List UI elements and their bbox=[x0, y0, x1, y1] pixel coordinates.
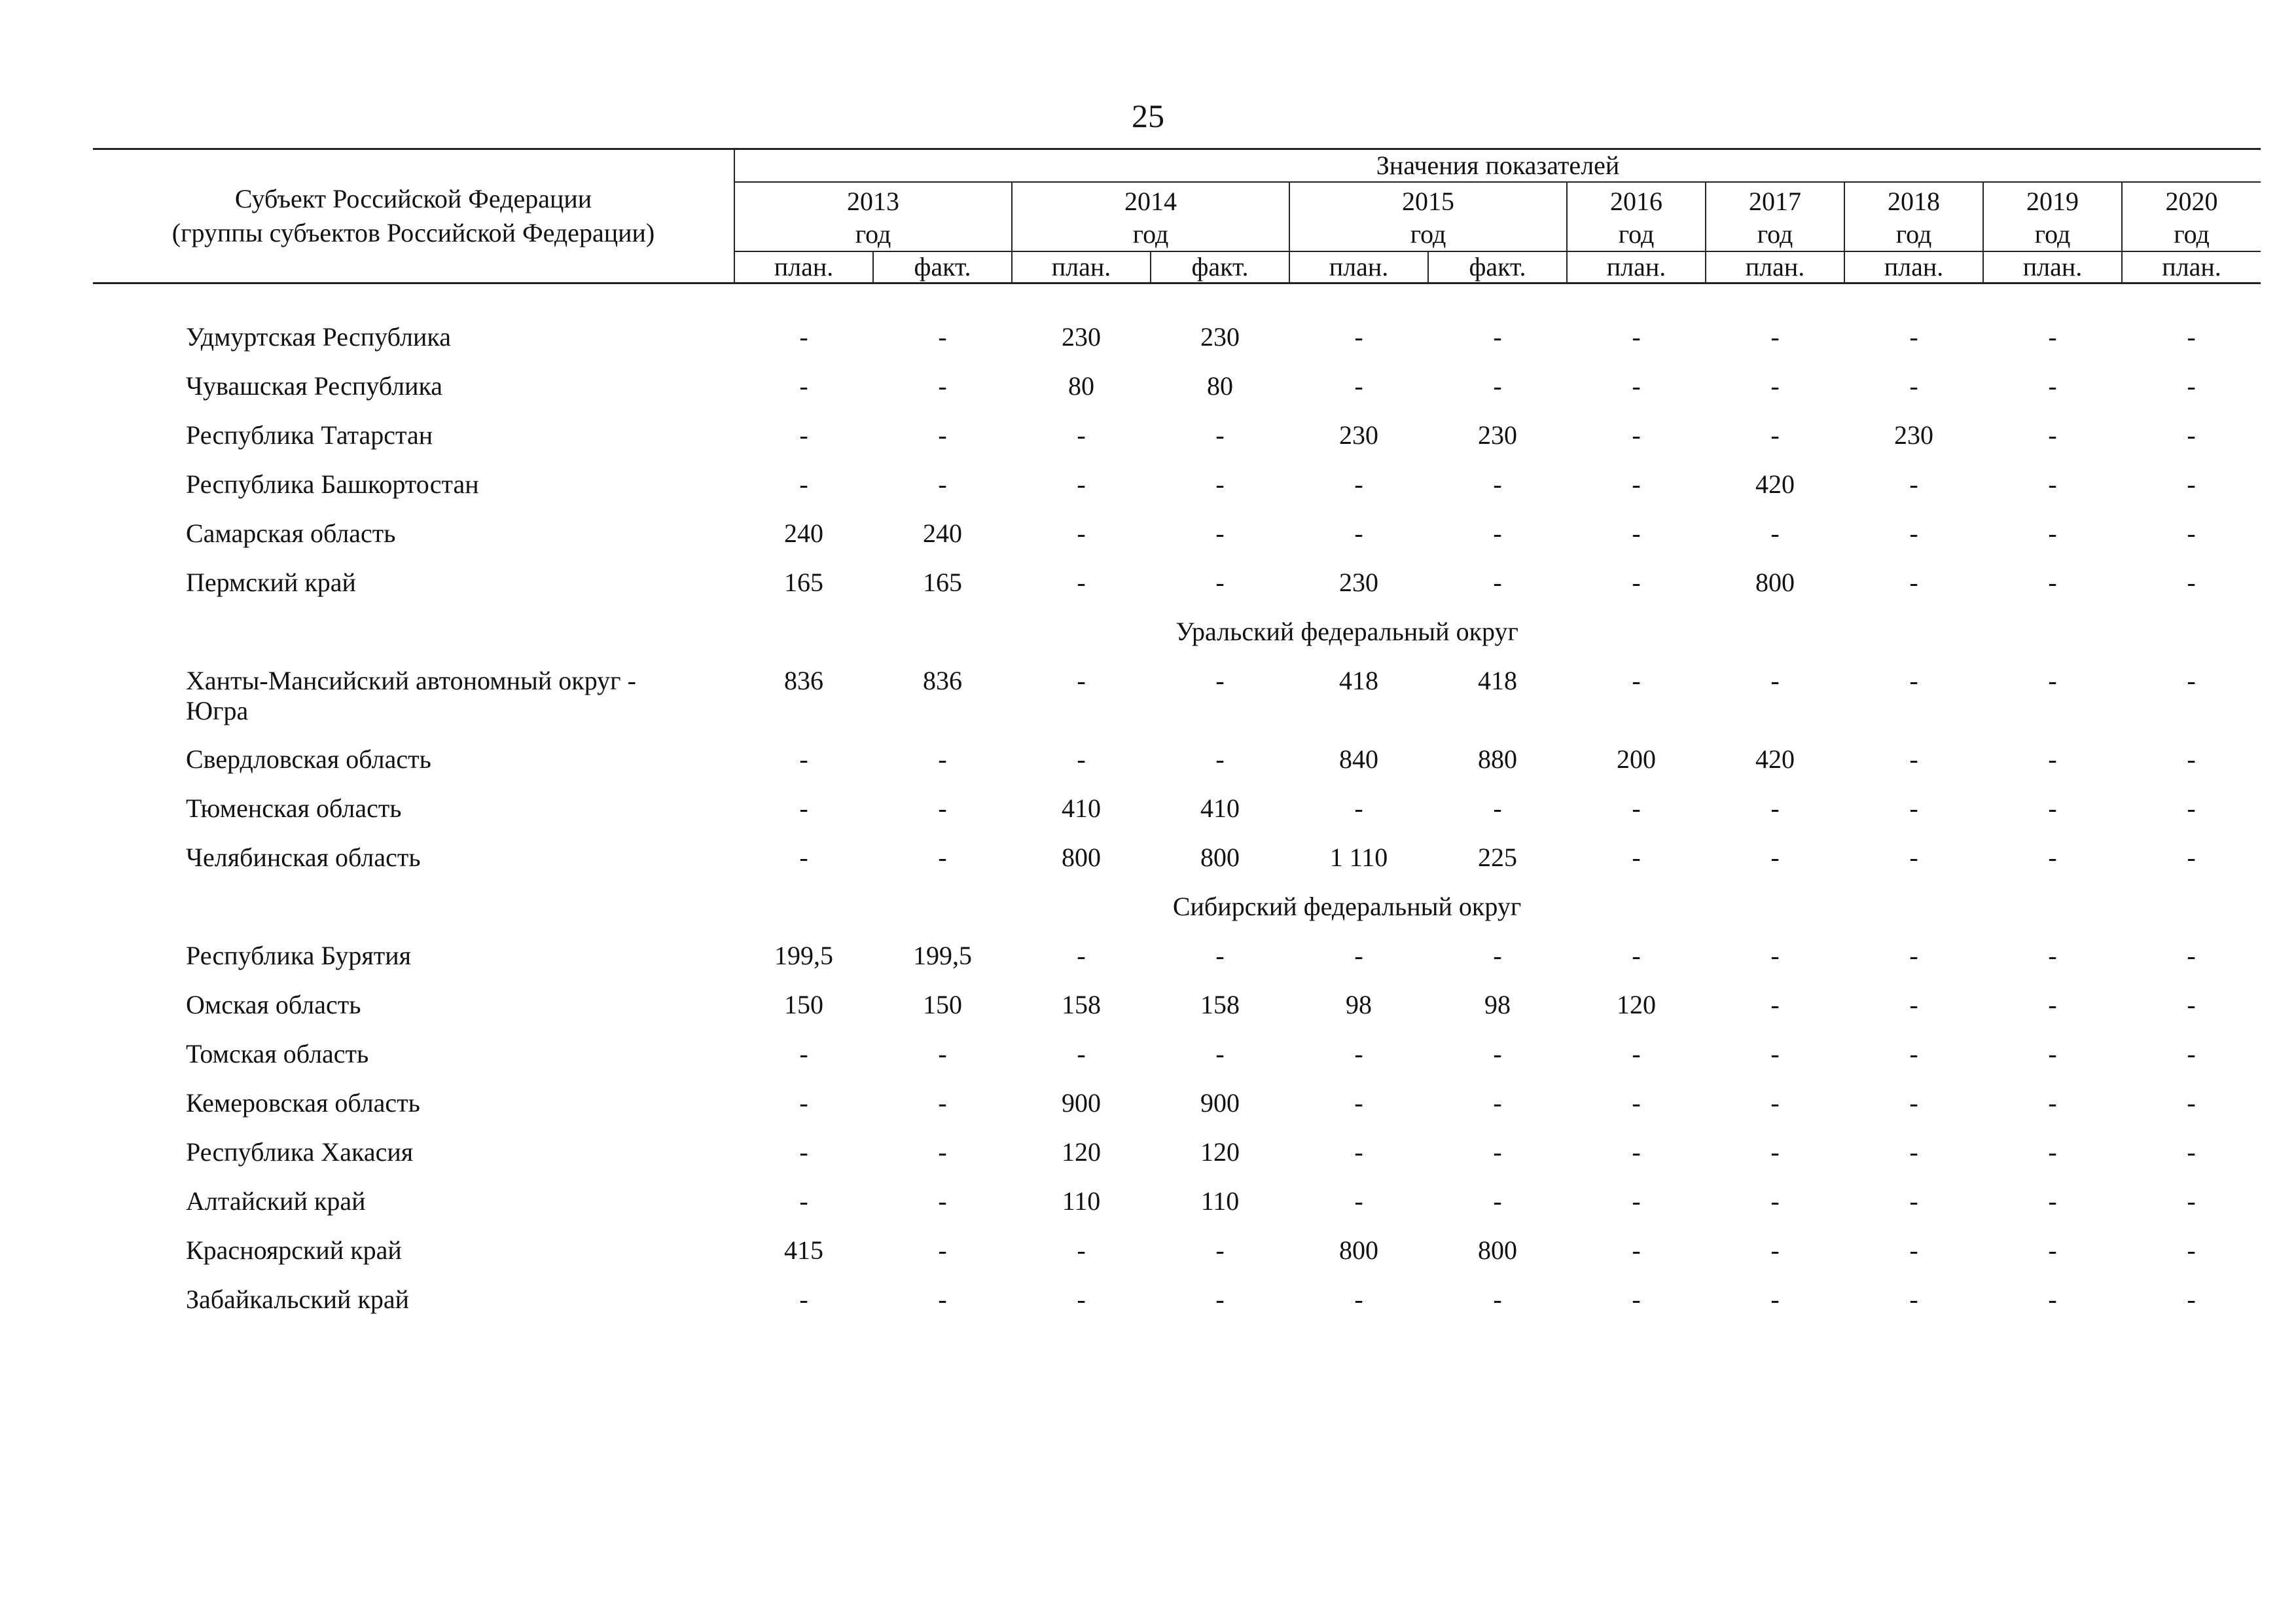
subject-name-cell: Республика Татарстан bbox=[186, 420, 433, 450]
plan-header: план. bbox=[1567, 251, 1706, 283]
value-cell: - bbox=[1077, 469, 1086, 499]
value-cell: - bbox=[1632, 420, 1641, 450]
value-cell: - bbox=[2187, 519, 2196, 548]
value-cell: - bbox=[1770, 941, 1780, 970]
table-row bbox=[93, 1186, 2261, 1235]
district-row bbox=[93, 892, 2261, 941]
value-cell: - bbox=[1354, 1039, 1363, 1068]
table-row bbox=[93, 843, 2261, 892]
value-cell: 418 bbox=[1478, 666, 1517, 695]
value-cell: - bbox=[2048, 469, 2057, 499]
value-cell: - bbox=[1770, 990, 1780, 1019]
value-cell: 230 bbox=[1894, 420, 1933, 450]
value-cell: - bbox=[2048, 843, 2057, 872]
value-cell: - bbox=[1909, 568, 1918, 597]
value-cell: 230 bbox=[1339, 420, 1378, 450]
table-row bbox=[93, 519, 2261, 568]
value-cell: - bbox=[799, 843, 808, 872]
value-cell: - bbox=[1632, 1186, 1641, 1216]
value-cell: 230 bbox=[1200, 322, 1240, 352]
value-cell: - bbox=[2048, 568, 2057, 597]
value-cell: - bbox=[2048, 1285, 2057, 1314]
value-cell: - bbox=[2048, 793, 2057, 823]
year-word: год bbox=[1757, 219, 1793, 249]
value-cell: - bbox=[2187, 1137, 2196, 1167]
subject-name-cell: Чувашская Республика bbox=[186, 371, 443, 401]
value-cell: - bbox=[938, 469, 947, 499]
value-cell: - bbox=[1632, 322, 1641, 352]
value-cell: - bbox=[2048, 420, 2057, 450]
year-header-2019 bbox=[1983, 182, 2122, 251]
value-cell: 165 bbox=[923, 568, 962, 597]
table-row bbox=[93, 371, 2261, 420]
value-cell: - bbox=[1770, 420, 1780, 450]
subject-name-cell: Омская область bbox=[186, 990, 361, 1019]
value-cell: 199,5 bbox=[774, 941, 833, 970]
value-cell: - bbox=[799, 744, 808, 774]
value-cell: - bbox=[2187, 843, 2196, 872]
table-row bbox=[93, 1285, 2261, 1334]
value-cell: 418 bbox=[1339, 666, 1378, 695]
value-cell: - bbox=[1909, 666, 1918, 695]
value-cell: - bbox=[1215, 469, 1225, 499]
value-cell: - bbox=[1354, 1137, 1363, 1167]
year-header-2015 bbox=[1289, 182, 1567, 251]
value-cell: - bbox=[1770, 322, 1780, 352]
table-row bbox=[93, 666, 2261, 744]
value-cell: - bbox=[938, 793, 947, 823]
district-cell bbox=[93, 892, 2261, 941]
district-title: Сибирский федеральный округ bbox=[1172, 892, 1522, 921]
value-cell: - bbox=[1493, 1186, 1502, 1216]
value-cell: 420 bbox=[1755, 744, 1795, 774]
year-label: 2018 bbox=[1888, 187, 1940, 216]
subject-name-cell: Томская область bbox=[186, 1039, 369, 1068]
plan-header: план. bbox=[1844, 251, 1983, 283]
year-word: год bbox=[1895, 219, 1932, 249]
value-cell: - bbox=[1770, 843, 1780, 872]
value-cell: - bbox=[1077, 744, 1086, 774]
value-cell: - bbox=[1354, 519, 1363, 548]
value-cell: - bbox=[1909, 1137, 1918, 1167]
value-cell: - bbox=[1909, 793, 1918, 823]
value-cell: - bbox=[1632, 1039, 1641, 1068]
value-cell: - bbox=[2187, 793, 2196, 823]
value-cell: - bbox=[938, 1235, 947, 1265]
subject-name-cell: Республика Башкортостан bbox=[186, 469, 479, 499]
year-word: год bbox=[1132, 219, 1169, 249]
value-cell: - bbox=[2187, 469, 2196, 499]
value-cell: - bbox=[1354, 941, 1363, 970]
value-cell: - bbox=[1215, 568, 1225, 597]
value-cell: 98 bbox=[1346, 990, 1372, 1019]
district-title: Уральский федеральный округ bbox=[1175, 617, 1518, 646]
value-cell: - bbox=[2048, 1186, 2057, 1216]
value-cell: - bbox=[1770, 1186, 1780, 1216]
value-cell: 880 bbox=[1478, 744, 1517, 774]
value-cell: - bbox=[1077, 420, 1086, 450]
value-cell: - bbox=[1493, 793, 1502, 823]
table-row bbox=[93, 990, 2261, 1039]
value-cell: - bbox=[799, 1088, 808, 1118]
year-header-2014 bbox=[1012, 182, 1289, 251]
value-cell: 836 bbox=[923, 666, 962, 695]
value-cell: - bbox=[1632, 1088, 1641, 1118]
value-cell: - bbox=[938, 744, 947, 774]
value-cell: - bbox=[1909, 1039, 1918, 1068]
value-cell: - bbox=[1909, 744, 1918, 774]
value-cell: - bbox=[2187, 420, 2196, 450]
value-cell: 1 110 bbox=[1329, 843, 1388, 872]
subject-name-cell: Республика Бурятия bbox=[186, 941, 412, 970]
value-cell: 110 bbox=[1062, 1186, 1101, 1216]
table-row bbox=[93, 469, 2261, 519]
subject-name-cell: Тюменская область bbox=[186, 793, 402, 823]
value-cell: - bbox=[1632, 793, 1641, 823]
plan-header: план. bbox=[1983, 251, 2122, 283]
value-cell: - bbox=[1632, 1285, 1641, 1314]
value-cell: - bbox=[1354, 1186, 1363, 1216]
subject-header-line1: Субъект Российской Федерации bbox=[234, 184, 592, 213]
value-cell: 800 bbox=[1062, 843, 1101, 872]
value-cell: - bbox=[1215, 1039, 1225, 1068]
value-cell: 836 bbox=[784, 666, 823, 695]
value-cell: - bbox=[799, 322, 808, 352]
value-cell: - bbox=[2187, 990, 2196, 1019]
year-header-2017 bbox=[1706, 182, 1844, 251]
subject-name-cell: Алтайский край bbox=[186, 1186, 366, 1216]
value-cell: - bbox=[1632, 519, 1641, 548]
value-cell: - bbox=[2048, 990, 2057, 1019]
value-cell: 230 bbox=[1478, 420, 1517, 450]
value-cell: 150 bbox=[923, 990, 962, 1019]
value-cell: - bbox=[1909, 1186, 1918, 1216]
value-cell: - bbox=[799, 1186, 808, 1216]
value-cell: - bbox=[2048, 371, 2057, 401]
plan-header: план. bbox=[2122, 251, 2261, 283]
plan-header: план. bbox=[1012, 251, 1151, 283]
value-cell: - bbox=[1354, 469, 1363, 499]
value-cell: 165 bbox=[784, 568, 823, 597]
value-cell: 80 bbox=[1068, 371, 1094, 401]
year-label: 2014 bbox=[1124, 187, 1177, 216]
value-cell: - bbox=[1077, 568, 1086, 597]
indicator-table-container bbox=[93, 148, 2261, 1334]
year-word: год bbox=[855, 219, 891, 249]
year-label: 2017 bbox=[1749, 187, 1801, 216]
value-cell: - bbox=[2187, 371, 2196, 401]
year-header-2016 bbox=[1567, 182, 1706, 251]
value-cell: 158 bbox=[1062, 990, 1101, 1019]
value-cell: - bbox=[1770, 1039, 1780, 1068]
value-cell: 230 bbox=[1339, 568, 1378, 597]
year-word: год bbox=[2174, 219, 2210, 249]
value-cell: - bbox=[2187, 1088, 2196, 1118]
value-cell: 120 bbox=[1062, 1137, 1101, 1167]
value-cell: - bbox=[1770, 1088, 1780, 1118]
value-cell: - bbox=[1909, 990, 1918, 1019]
value-cell: 80 bbox=[1207, 371, 1233, 401]
value-cell: - bbox=[1770, 666, 1780, 695]
value-cell: - bbox=[1077, 666, 1086, 695]
value-cell: 98 bbox=[1484, 990, 1511, 1019]
value-cell: - bbox=[1909, 1285, 1918, 1314]
value-cell: 840 bbox=[1339, 744, 1378, 774]
subject-name-cell: Кемеровская область bbox=[186, 1088, 420, 1118]
value-cell: - bbox=[2187, 666, 2196, 695]
subject-name-cell: Республика Хакасия bbox=[186, 1137, 414, 1167]
table-row bbox=[93, 420, 2261, 469]
year-label: 2015 bbox=[1402, 187, 1454, 216]
subject-name-cell: Свердловская область bbox=[186, 744, 431, 774]
value-cell: - bbox=[1215, 941, 1225, 970]
value-cell: - bbox=[2048, 1039, 2057, 1068]
subject-name-cell: Забайкальский край bbox=[186, 1285, 410, 1314]
subject-column-header bbox=[93, 149, 734, 283]
value-cell: - bbox=[1632, 568, 1641, 597]
value-cell: - bbox=[2187, 1285, 2196, 1314]
value-cell: 158 bbox=[1200, 990, 1240, 1019]
value-cell: 120 bbox=[1617, 990, 1656, 1019]
year-header-2020 bbox=[2122, 182, 2261, 251]
value-cell: - bbox=[938, 843, 947, 872]
plan-header: план. bbox=[1289, 251, 1428, 283]
value-cell: - bbox=[2048, 1137, 2057, 1167]
table-header bbox=[93, 149, 2261, 283]
subject-name-cell: Самарская область bbox=[186, 519, 396, 548]
value-cell: - bbox=[1354, 1088, 1363, 1118]
value-cell: - bbox=[1909, 371, 1918, 401]
value-cell: 900 bbox=[1062, 1088, 1101, 1118]
value-cell: 200 bbox=[1617, 744, 1656, 774]
year-label: 2013 bbox=[847, 187, 899, 216]
value-cell: - bbox=[938, 1137, 947, 1167]
fact-header: факт. bbox=[873, 251, 1012, 283]
value-cell: - bbox=[1909, 941, 1918, 970]
value-cell: - bbox=[1632, 666, 1641, 695]
table-row bbox=[93, 1137, 2261, 1186]
table-body bbox=[93, 283, 2261, 1334]
value-cell: 415 bbox=[784, 1235, 823, 1265]
value-cell: - bbox=[1632, 371, 1641, 401]
value-cell: - bbox=[1632, 1235, 1641, 1265]
subject-header-line2: (группы субъектов Российской Федерации) bbox=[171, 218, 655, 247]
value-cell: - bbox=[799, 469, 808, 499]
table-row bbox=[93, 1039, 2261, 1088]
subject-name-cell: Красноярский край bbox=[186, 1235, 402, 1265]
value-cell: - bbox=[799, 420, 808, 450]
value-cell: - bbox=[2048, 1235, 2057, 1265]
value-cell: - bbox=[1077, 1039, 1086, 1068]
year-word: год bbox=[1410, 219, 1446, 249]
value-cell: - bbox=[1909, 1235, 1918, 1265]
value-cell: - bbox=[1770, 1285, 1780, 1314]
table-row bbox=[93, 1088, 2261, 1137]
value-cell: - bbox=[1770, 793, 1780, 823]
value-cell: - bbox=[1632, 1137, 1641, 1167]
year-header-2013 bbox=[734, 182, 1012, 251]
table-row bbox=[93, 568, 2261, 617]
value-cell: - bbox=[2048, 666, 2057, 695]
table-row bbox=[93, 283, 2261, 372]
fact-header: факт. bbox=[1151, 251, 1289, 283]
subject-name-cell: Ханты-Мансийский автономный округ - Югра bbox=[186, 666, 636, 725]
value-cell: - bbox=[1909, 519, 1918, 548]
value-cell: - bbox=[1632, 941, 1641, 970]
value-cell: - bbox=[1632, 469, 1641, 499]
district-row bbox=[93, 617, 2261, 666]
value-cell: - bbox=[1493, 1088, 1502, 1118]
value-cell: - bbox=[1770, 371, 1780, 401]
value-cell: - bbox=[2187, 941, 2196, 970]
value-cell: - bbox=[1493, 322, 1502, 352]
value-cell: - bbox=[1077, 1285, 1086, 1314]
subject-name-cell: Челябинская область bbox=[186, 843, 421, 872]
value-cell: 900 bbox=[1200, 1088, 1240, 1118]
value-cell: - bbox=[1354, 793, 1363, 823]
table-row bbox=[93, 941, 2261, 990]
value-cell: - bbox=[799, 371, 808, 401]
value-cell: 240 bbox=[923, 519, 962, 548]
value-cell: - bbox=[1909, 469, 1918, 499]
page-number: 25 bbox=[1132, 98, 1164, 134]
value-cell: - bbox=[938, 322, 947, 352]
value-cell: - bbox=[1493, 371, 1502, 401]
value-cell: 225 bbox=[1478, 843, 1517, 872]
value-cell: - bbox=[2048, 519, 2057, 548]
value-cell: - bbox=[1215, 744, 1225, 774]
value-cell: - bbox=[2187, 744, 2196, 774]
value-cell: - bbox=[1215, 519, 1225, 548]
value-cell: 800 bbox=[1200, 843, 1240, 872]
value-cell: - bbox=[1493, 1039, 1502, 1068]
value-cell: 800 bbox=[1478, 1235, 1517, 1265]
value-cell: - bbox=[1493, 519, 1502, 548]
year-word: год bbox=[1618, 219, 1655, 249]
value-cell: - bbox=[799, 1137, 808, 1167]
value-cell: - bbox=[2187, 1186, 2196, 1216]
value-cell: - bbox=[1909, 1088, 1918, 1118]
value-cell: - bbox=[2048, 941, 2057, 970]
value-cell: - bbox=[2187, 1235, 2196, 1265]
table-row bbox=[93, 744, 2261, 793]
value-cell: - bbox=[799, 1039, 808, 1068]
year-label: 2019 bbox=[2026, 187, 2079, 216]
value-cell: - bbox=[1077, 519, 1086, 548]
year-word: год bbox=[2034, 219, 2071, 249]
table-row bbox=[93, 793, 2261, 843]
value-cell: - bbox=[1493, 568, 1502, 597]
value-cell: - bbox=[2048, 322, 2057, 352]
value-cell: 240 bbox=[784, 519, 823, 548]
value-cell: - bbox=[1493, 469, 1502, 499]
table-row bbox=[93, 1235, 2261, 1285]
value-cell: - bbox=[938, 1186, 947, 1216]
subject-name-cell: Пермский край bbox=[186, 568, 356, 597]
values-header: Значения показателей bbox=[734, 149, 2261, 183]
district-cell bbox=[93, 617, 2261, 666]
plan-header: план. bbox=[734, 251, 873, 283]
value-cell: - bbox=[1909, 843, 1918, 872]
value-cell: - bbox=[1215, 666, 1225, 695]
subject-name-cell: Удмуртская Республика bbox=[186, 322, 451, 352]
value-cell: - bbox=[938, 1285, 947, 1314]
value-cell: - bbox=[1770, 1235, 1780, 1265]
value-cell: 110 bbox=[1200, 1186, 1240, 1216]
value-cell: - bbox=[1354, 1285, 1363, 1314]
value-cell: - bbox=[938, 1088, 947, 1118]
value-cell: - bbox=[1493, 941, 1502, 970]
value-cell: - bbox=[938, 371, 947, 401]
value-cell: - bbox=[1909, 322, 1918, 352]
value-cell: 150 bbox=[784, 990, 823, 1019]
value-cell: 410 bbox=[1062, 793, 1101, 823]
value-cell: - bbox=[1215, 1285, 1225, 1314]
value-cell: - bbox=[1077, 941, 1086, 970]
value-cell: 420 bbox=[1755, 469, 1795, 499]
value-cell: 199,5 bbox=[913, 941, 972, 970]
value-cell: - bbox=[1770, 1137, 1780, 1167]
value-cell: 800 bbox=[1755, 568, 1795, 597]
value-cell: - bbox=[2187, 1039, 2196, 1068]
value-cell: - bbox=[938, 1039, 947, 1068]
year-label: 2016 bbox=[1610, 187, 1662, 216]
value-cell: - bbox=[1354, 371, 1363, 401]
year-header-2018 bbox=[1844, 182, 1983, 251]
value-cell: - bbox=[938, 420, 947, 450]
fact-header: факт. bbox=[1428, 251, 1567, 283]
value-cell: - bbox=[1354, 322, 1363, 352]
indicator-table bbox=[93, 148, 2261, 1334]
value-cell: - bbox=[2187, 568, 2196, 597]
value-cell: - bbox=[1215, 420, 1225, 450]
value-cell: - bbox=[1215, 1235, 1225, 1265]
year-label: 2020 bbox=[2165, 187, 2218, 216]
plan-header: план. bbox=[1706, 251, 1844, 283]
value-cell: - bbox=[1632, 843, 1641, 872]
value-cell: - bbox=[2048, 1088, 2057, 1118]
value-cell: - bbox=[2048, 744, 2057, 774]
value-cell: - bbox=[799, 1285, 808, 1314]
value-cell: - bbox=[1493, 1285, 1502, 1314]
value-cell: - bbox=[799, 793, 808, 823]
value-cell: - bbox=[1493, 1137, 1502, 1167]
value-cell: - bbox=[1770, 519, 1780, 548]
value-cell: 230 bbox=[1062, 322, 1101, 352]
value-cell: 120 bbox=[1200, 1137, 1240, 1167]
value-cell: - bbox=[1077, 1235, 1086, 1265]
value-cell: 410 bbox=[1200, 793, 1240, 823]
value-cell: 800 bbox=[1339, 1235, 1378, 1265]
value-cell: - bbox=[2187, 322, 2196, 352]
